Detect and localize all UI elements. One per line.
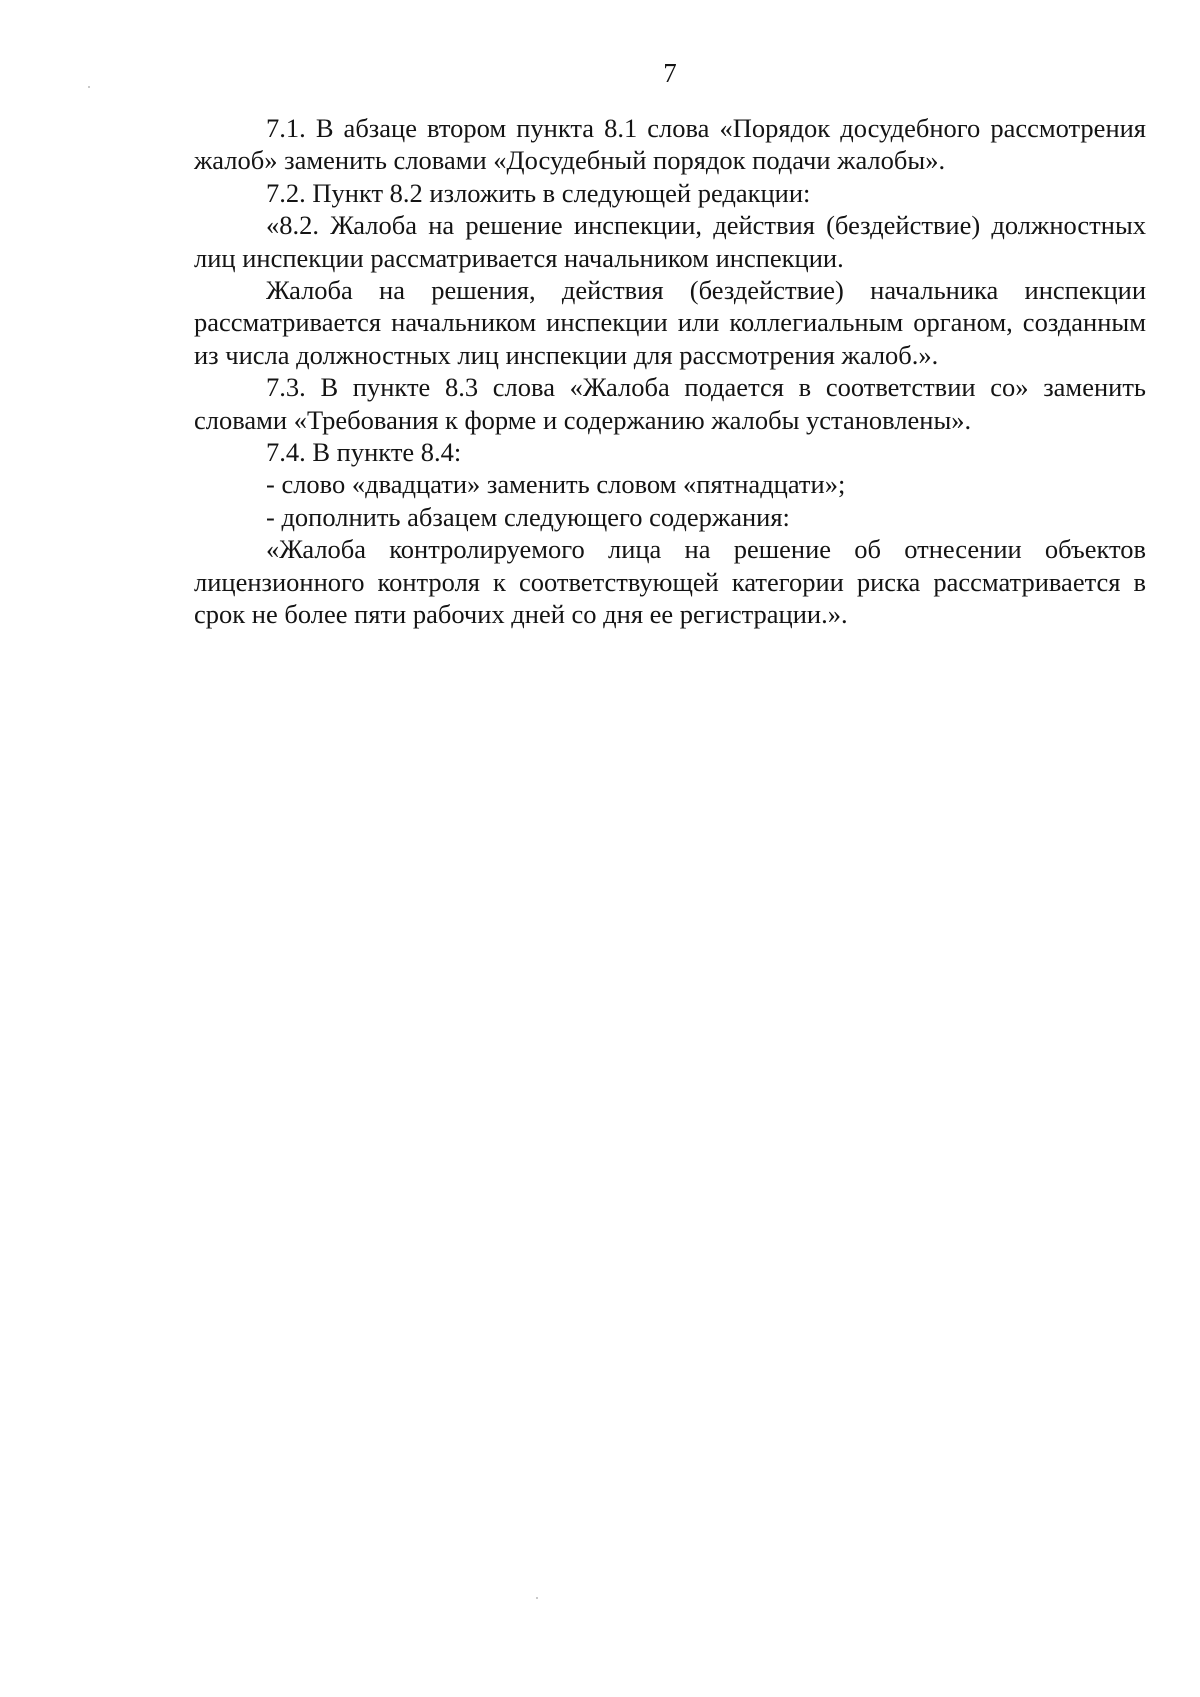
paragraph-7-1: 7.1. В абзаце втором пункта 8.1 слова «Порядок досудебного рассмотрения жалоб» заменить словами «Досудебный порядок подачи жалобы». xyxy=(194,113,1146,176)
paragraph-7-3: 7.3. В пункте 8.3 слова «Жалоба подается в соответствии со» заменить словами «Требования к форме и содержанию жалобы установлены». xyxy=(194,372,1146,435)
document-body xyxy=(194,112,1146,631)
paragraph-added-quote: «Жалоба контролируемого лица на решение об отнесении объектов лицензионного контроля к соответствующей категории риска рассматривается в срок не более пяти рабочих дней со дня ее регистрации.». xyxy=(194,534,1146,630)
paragraph-8-2-continued: Жалоба на решения, действия (бездействие) начальника инспекции рассматривается начальником инспекции или коллегиальным органом, созданным из числа должностных лиц инспекции для рассмотрения жалоб.». xyxy=(194,275,1146,370)
list-item-replace-word: - слово «двадцати» заменить словом «пятнадцати»; xyxy=(266,469,846,500)
list-item-add-paragraph: - дополнить абзацем следующего содержания: xyxy=(266,501,790,532)
paragraph-8-2-quote: «8.2. Жалоба на решение инспекции, действия (бездействие) должностных лиц инспекции рассматривается начальником инспекции. xyxy=(194,210,1146,273)
scan-speck xyxy=(536,1597,538,1599)
paragraph-7-4: 7.4. В пункте 8.4: xyxy=(266,437,462,468)
page-number: 7 xyxy=(663,58,677,88)
paragraph-7-2: 7.2. Пункт 8.2 изложить в следующей редакции: xyxy=(266,177,811,208)
